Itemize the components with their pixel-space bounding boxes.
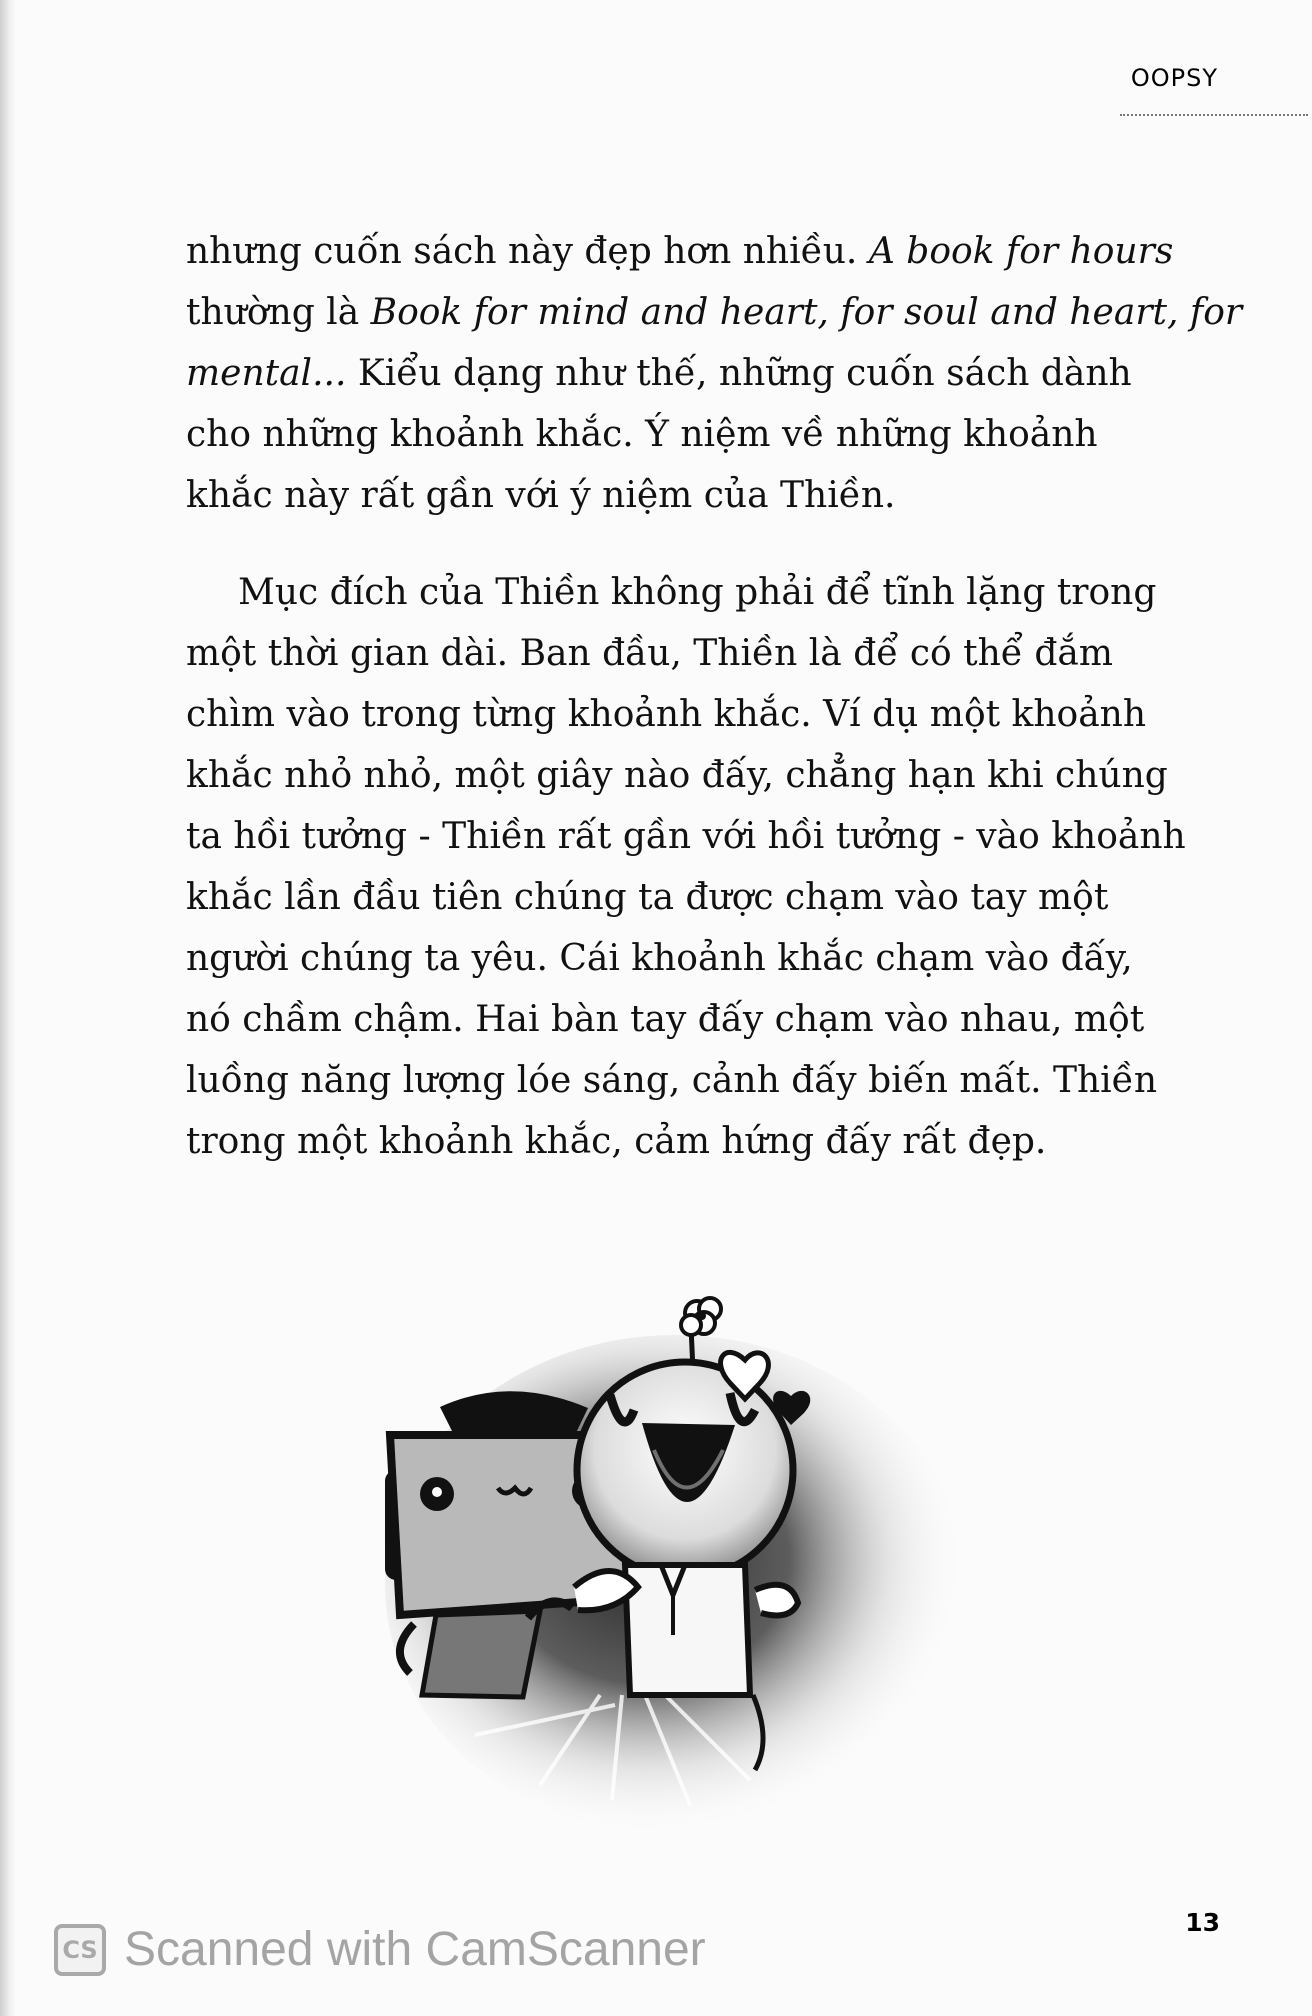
- paragraph-2-line-4: [186, 745, 1168, 806]
- paragraph-2-line-5: [186, 806, 1186, 867]
- paragraph-2: [186, 562, 1186, 1172]
- paragraph-2-line-2: [186, 623, 1116, 684]
- text-run: khắc này rất gần với ý niệm của Thiền.: [186, 475, 896, 516]
- paragraph-2-line-1: [186, 562, 1157, 623]
- text-run: chìm vào trong từng khoảnh khắc. Ví dụ một khoảnh: [186, 694, 1147, 735]
- text-run: người chúng ta yêu. Cái khoảnh khắc chạm vào đấy,: [186, 938, 1133, 979]
- text-run: luồng năng lượng lóe sáng, cảnh đấy biến mất. Thiền: [186, 1060, 1158, 1101]
- paragraph-1-line-1: [186, 221, 1174, 282]
- text-run: Mục đích của Thiền không phải để tĩnh lặng trong: [238, 572, 1157, 613]
- paragraph-2-line-10: [186, 1111, 1116, 1172]
- page-number: 13: [1185, 1908, 1220, 1937]
- text-run: một thời gian dài. Ban đầu, Thiền là để có thể đắm: [186, 633, 1113, 674]
- paragraph-1-line-5: [186, 465, 1116, 526]
- paragraph-2-line-8: [186, 989, 1145, 1050]
- paragraph-2-line-6: [186, 867, 1116, 928]
- text-run: trong một khoảnh khắc, cảm hứng đấy rất đẹp.: [186, 1121, 1047, 1162]
- text-run: khắc lần đầu tiên chúng ta được chạm vào tay một: [186, 877, 1109, 918]
- two-cartoon-characters-holding-hands-illustration: [360, 1265, 1010, 1845]
- watermark-text: Scanned with CamScanner: [124, 1923, 706, 1976]
- paragraph-1-line-3: [186, 343, 1132, 404]
- paragraph-1: [186, 221, 1243, 526]
- paragraph-1-line-4: [186, 404, 1116, 465]
- italic-text-run: Book for mind and heart, for soul and heart, for: [370, 292, 1243, 333]
- text-run: nó chầm chậm. Hai bàn tay đấy chạm vào nhau, một: [186, 999, 1145, 1040]
- paragraph-2-line-9: [186, 1050, 1158, 1111]
- camscanner-logo-icon: CS: [54, 1924, 106, 1976]
- camscanner-watermark: [54, 1922, 706, 1977]
- running-header: OOPSY: [1130, 64, 1218, 92]
- text-run: cho những khoảnh khắc. Ý niệm về những khoảnh: [186, 414, 1098, 455]
- paragraph-2-line-7: [186, 928, 1133, 989]
- header-dotted-rule: [1120, 114, 1308, 116]
- paragraph-2-line-3: [186, 684, 1147, 745]
- text-run: ta hồi tưởng - Thiền rất gần với hồi tưởng - vào khoảnh: [186, 816, 1186, 857]
- italic-text-run: A book for hours: [868, 231, 1174, 272]
- page-binding-edge: [0, 0, 16, 2016]
- text-run: Kiểu dạng như thế, những cuốn sách dành: [346, 353, 1132, 394]
- text-run: khắc nhỏ nhỏ, một giây nào đấy, chẳng hạn khi chúng: [186, 755, 1168, 796]
- text-run: nhưng cuốn sách này đẹp hơn nhiều.: [186, 231, 869, 272]
- text-run: thường là: [186, 292, 371, 333]
- italic-text-run: mental...: [186, 353, 347, 394]
- paragraph-1-line-2: [186, 282, 1243, 343]
